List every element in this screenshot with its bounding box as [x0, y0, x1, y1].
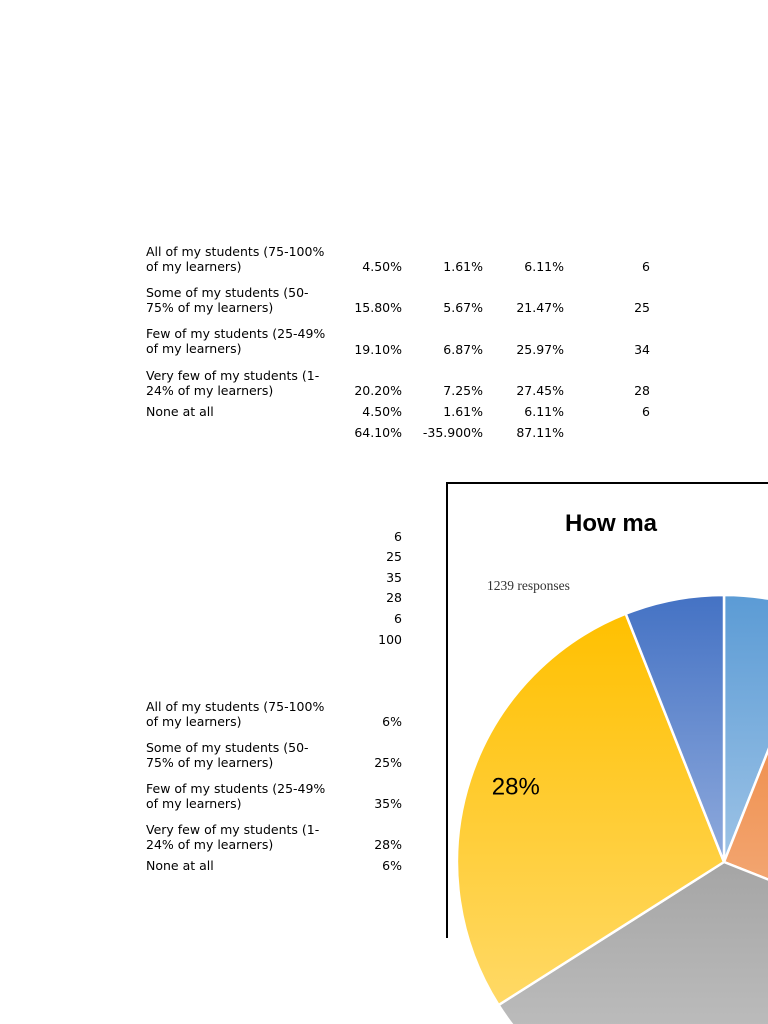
table2-cell: 6%	[382, 714, 402, 729]
table1-cell: 19.10%	[354, 342, 402, 357]
table1-total: -35.900%	[422, 425, 483, 440]
table1-row-label: Very few of my students (1-24% of my learners)	[146, 368, 320, 398]
table2-row-label: Very few of my students (1-24% of my learners)	[146, 822, 320, 852]
pie-slice-label: 28%	[491, 773, 540, 801]
table2-row-label: Some of my students (50-75% of my learners)	[146, 740, 309, 770]
table1-row-label: Few of my students (25-49% of my learners)	[146, 326, 326, 356]
table1-cell: 20.20%	[354, 383, 402, 398]
table1-cell: 6	[642, 404, 650, 419]
table1-cell: 25	[634, 300, 650, 315]
table1-cell: 6.87%	[443, 342, 483, 357]
chart-title: How ma	[565, 510, 658, 537]
count-cell: 35	[386, 570, 402, 585]
table1-cell: 6	[642, 259, 650, 274]
table1-cell: 1.61%	[443, 259, 483, 274]
table2-cell: 28%	[374, 837, 402, 852]
count-cell: 6	[394, 529, 402, 544]
table1-cell: 34	[634, 342, 650, 357]
table1-cell: 5.67%	[443, 300, 483, 315]
table1-cell: 27.45%	[516, 383, 564, 398]
table2-row-label: All of my students (75-100% of my learners)	[146, 699, 325, 729]
count-cell: 6	[394, 611, 402, 626]
table1-cell: 7.25%	[443, 383, 483, 398]
table1-cell: 6.11%	[524, 259, 564, 274]
table1-cell: 25.97%	[516, 342, 564, 357]
table1-row-label: None at all	[146, 404, 214, 419]
count-cell: 28	[386, 590, 402, 605]
table2-cell: 35%	[374, 796, 402, 811]
table2-cell: 25%	[374, 755, 402, 770]
table2-row-label: Few of my students (25-49% of my learners)	[146, 781, 326, 811]
table1-row-label: Some of my students (50-75% of my learners)	[146, 285, 309, 315]
table1-total: 87.11%	[516, 425, 564, 440]
table1-cell: 1.61%	[443, 404, 483, 419]
count-total: 100	[378, 632, 402, 647]
table2-row-label: None at all	[146, 858, 214, 873]
table1-cell: 6.11%	[524, 404, 564, 419]
chart-subtitle: 1239 responses	[487, 578, 570, 593]
table1-total: 64.10%	[354, 425, 402, 440]
count-cell: 25	[386, 549, 402, 564]
table1-cell: 4.50%	[362, 259, 402, 274]
table1-cell: 21.47%	[516, 300, 564, 315]
table1-cell: 4.50%	[362, 404, 402, 419]
table1-cell: 28	[634, 383, 650, 398]
table1-row-label: All of my students (75-100% of my learners)	[146, 244, 325, 274]
table2-cell: 6%	[382, 858, 402, 873]
table1-cell: 15.80%	[354, 300, 402, 315]
